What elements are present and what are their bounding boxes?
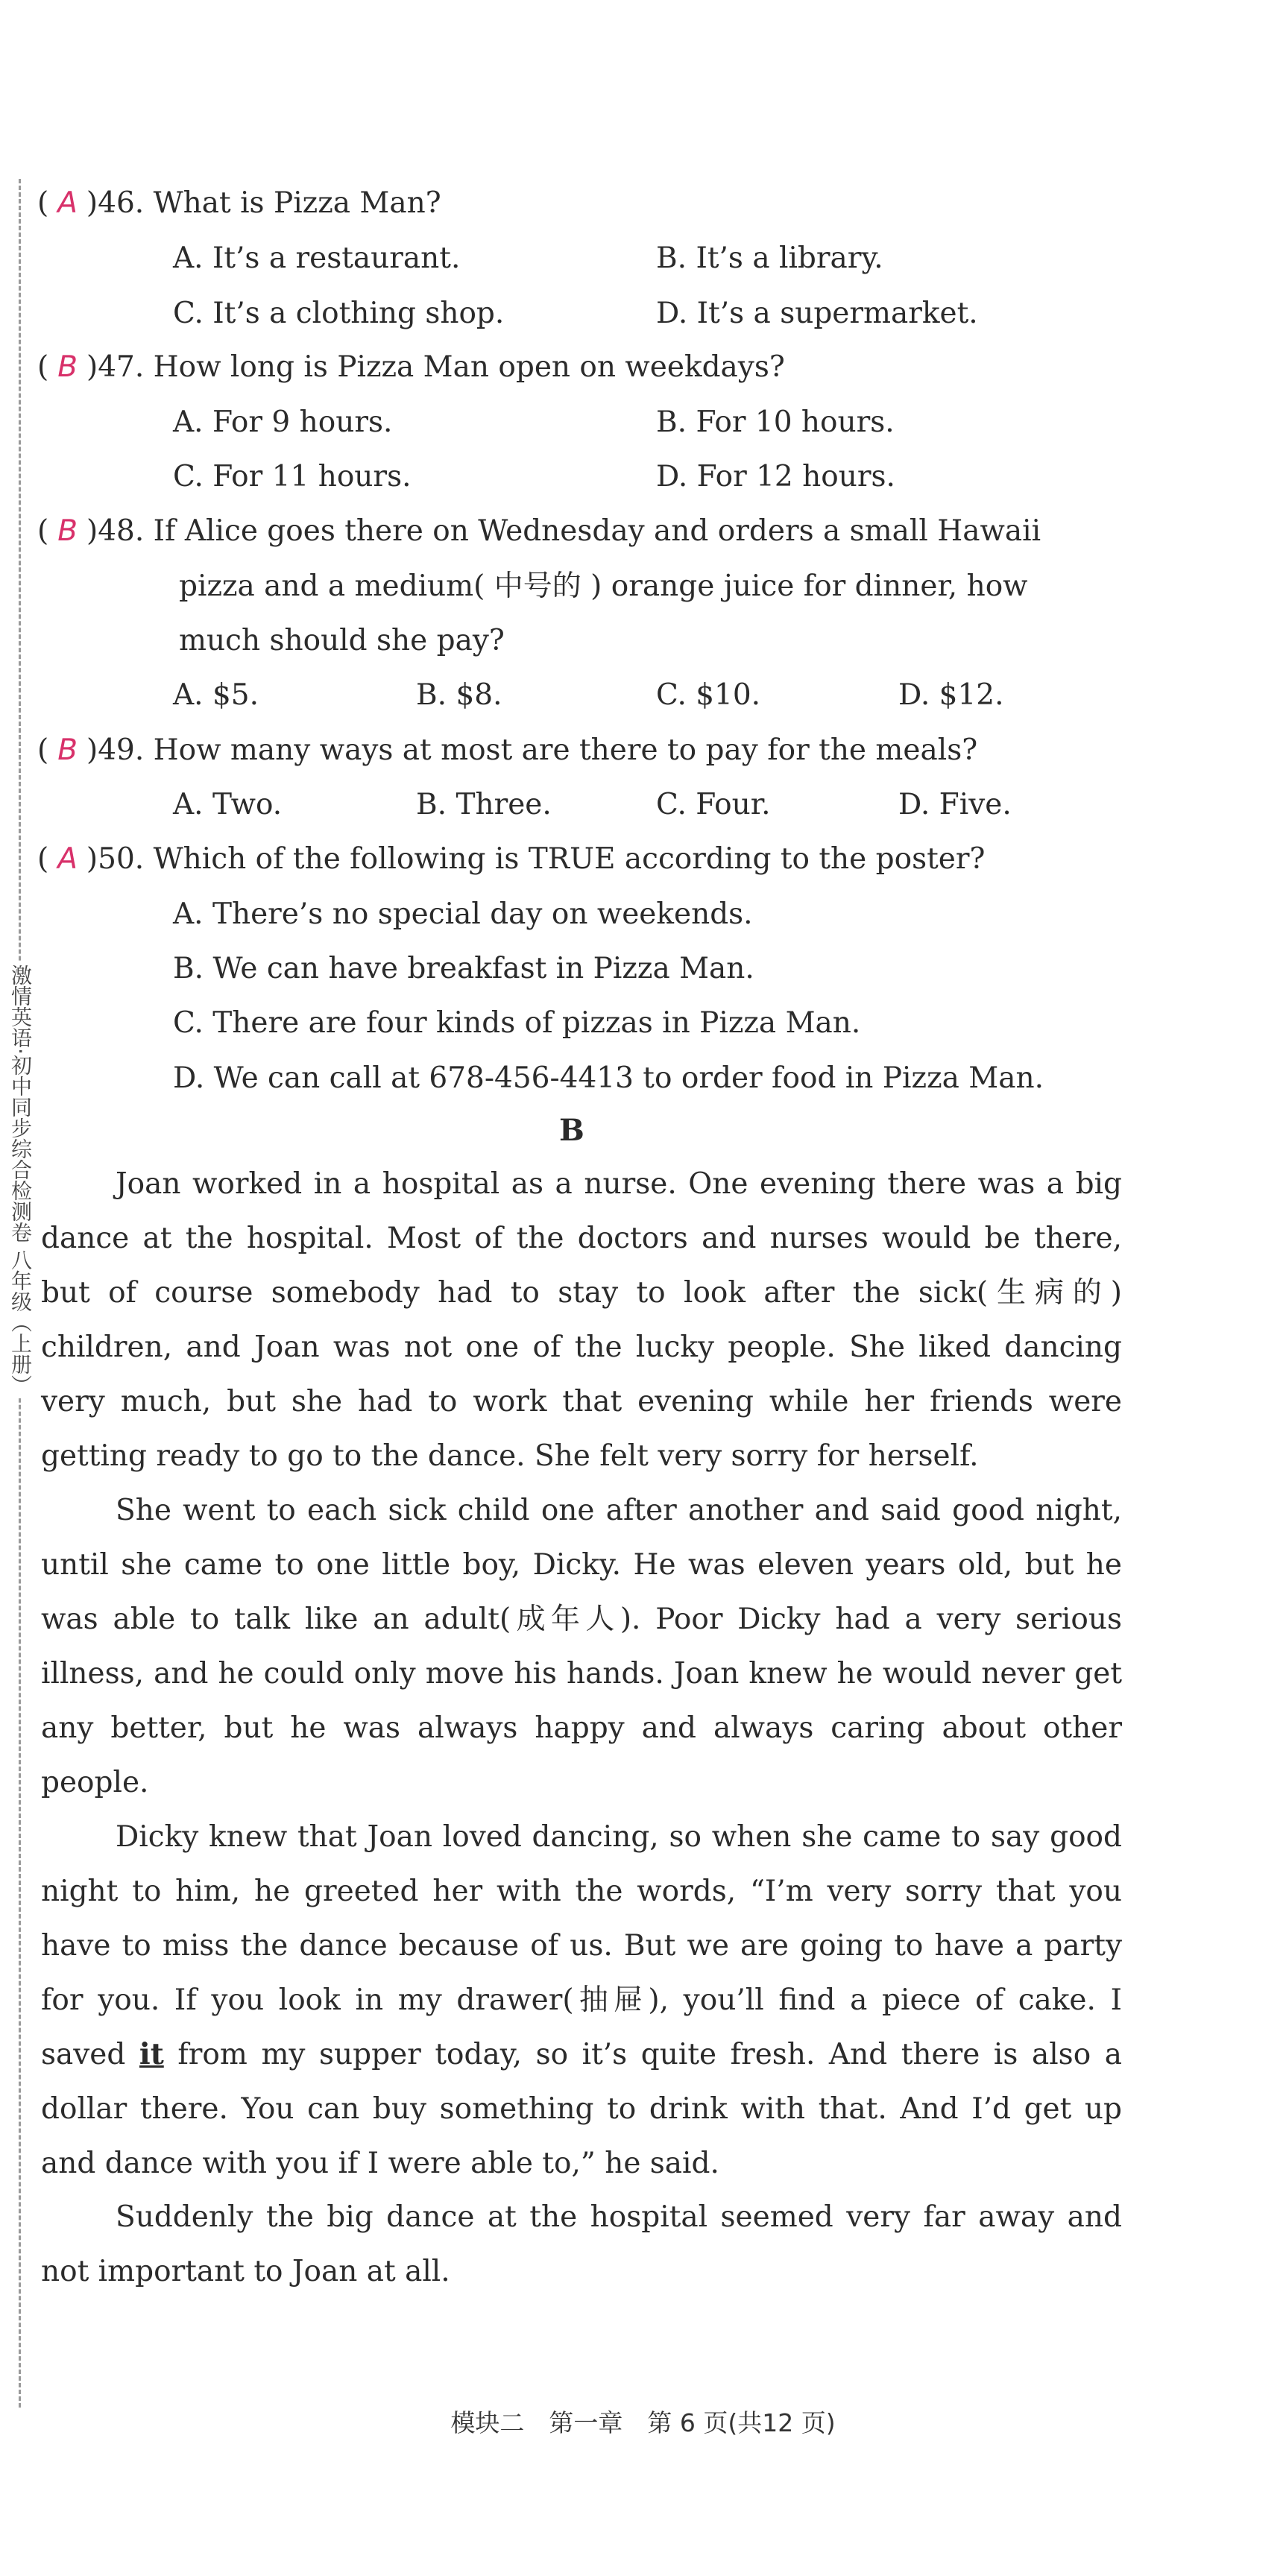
passage-paragraph-2: She went to each sick child one after another and said good night, until she came to one little boy, Dicky. He was eleven years old, but he was able to talk like an adult(成年人). Poor Dicky had a very serious illness, and he could only move his hands. Joan knew he would never get any better, but he was always happy and always caring about other people.: [41, 1494, 1122, 1799]
option-48c: C. $10.: [656, 678, 761, 712]
question-48-line-3: much should she pay?: [179, 624, 505, 657]
option-50b: B. We can have breakfast in Pizza Man.: [173, 952, 754, 985]
answer-50: A: [57, 842, 78, 876]
option-47a: A. For 9 hours.: [173, 405, 393, 439]
option-46c: C. It’s a clothing shop.: [173, 297, 505, 330]
option-49d: D. Five.: [898, 788, 1012, 821]
option-50c: C. There are four kinds of pizzas in Pizza Man.: [173, 1006, 861, 1040]
page-footer: 模块二 第一章 第 6 页(共12 页): [450, 2408, 836, 2437]
passage-paragraph-3: Dicky knew that Joan loved dancing, so when she came to say good night to him, he greeted her with the words, “I’m very sorry that you have to miss the dance because of us. But we are going to have a party for you. If you look in my drawer(抽屉), you’ll find a piece of cake. I saved it from my supper today, so it’s quite fresh. And there is also a dollar there. You can buy something to drink with that. And I’d get up and dance with you if I were able to,” he said.: [41, 1820, 1122, 2180]
option-48b: B. $8.: [416, 678, 502, 712]
answer-49: B: [57, 733, 78, 767]
option-46b: B. It’s a library.: [656, 242, 883, 275]
option-47d: D. For 12 hours.: [656, 460, 895, 493]
question-48: ( B )48. If Alice goes there on Wednesday and orders a small Hawaii: [37, 514, 1041, 548]
option-46a: A. It’s a restaurant.: [173, 242, 461, 275]
option-46d: D. It’s a supermarket.: [656, 297, 978, 330]
question-48-line-2: pizza and a medium( 中号的 ) orange juice for dinner, how: [179, 569, 1028, 603]
option-49a: A. Two.: [173, 788, 283, 821]
option-50d: D. We can call at 678-456-4413 to order food in Pizza Man.: [173, 1061, 1044, 1095]
section-heading-b: B: [559, 1113, 584, 1148]
option-50a: A. There’s no special day on weekends.: [173, 897, 753, 931]
question-46: ( A )46. What is Pizza Man?: [37, 186, 441, 220]
option-49b: B. Three.: [416, 788, 552, 821]
question-49: ( B )49. How many ways at most are there to pay for the meals?: [37, 733, 978, 767]
question-50: ( A )50. Which of the following is TRUE according to the poster?: [37, 842, 986, 876]
question-47: ( B )47. How long is Pizza Man open on weekdays?: [37, 350, 785, 384]
option-49c: C. Four.: [656, 788, 771, 821]
option-48a: A. $5.: [173, 678, 259, 712]
underlined-word-it: it: [139, 2037, 164, 2071]
option-47c: C. For 11 hours.: [173, 460, 412, 493]
passage-paragraph-4: Suddenly the big dance at the hospital seemed very far away and not important to Joan at all.: [41, 2200, 1122, 2288]
answer-46: A: [57, 186, 78, 220]
answer-47: B: [57, 350, 78, 384]
passage-paragraph-1: Joan worked in a hospital as a nurse. One evening there was a big dance at the hospital. Most of the doctors and nurses would be there, but of course somebody had to stay to look after the sick(生病的) children, and Joan was not one of the lucky people. She liked dancing very much, but she had to work that evening while her friends were getting ready to go to the dance. She felt very sorry for herself.: [41, 1167, 1122, 1473]
answer-48: B: [57, 514, 78, 548]
option-47b: B. For 10 hours.: [656, 405, 895, 439]
side-binding-label: 激情英语·初中同步综合检测卷 八年级（上册）: [7, 962, 34, 1398]
option-48d: D. $12.: [898, 678, 1004, 712]
